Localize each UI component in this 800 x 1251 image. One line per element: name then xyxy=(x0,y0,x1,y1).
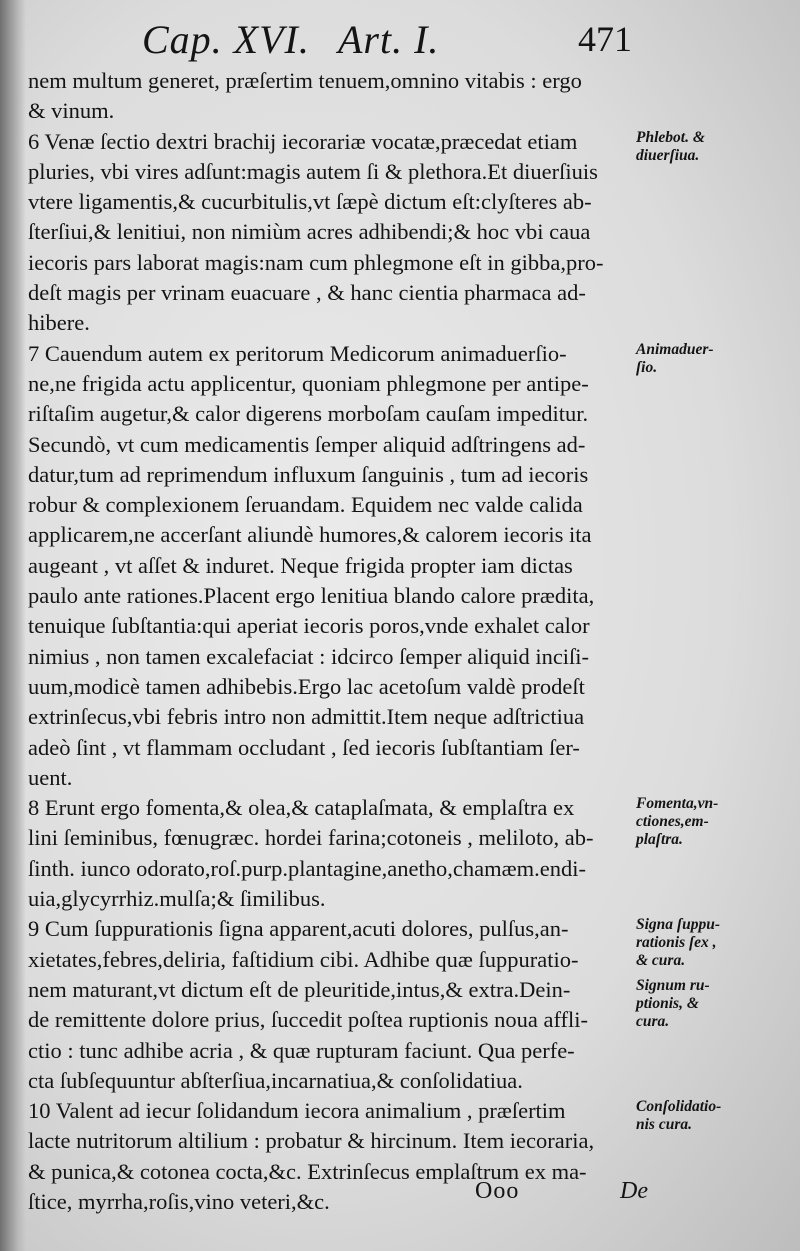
margin-note-line: Animaduer- xyxy=(636,340,714,358)
text-line: applicarem,ne accerſant aliundè humores,& calorem iecoris ita xyxy=(28,522,592,548)
main-text-block xyxy=(28,66,640,1217)
margin-note xyxy=(636,795,718,849)
margin-note-line: diuerſiua. xyxy=(636,146,700,164)
text-line: tenuique ſubſtantia:qui aperiat iecoris poros,vnde exhalet calor xyxy=(28,613,590,639)
margin-note-line: ptionis, & xyxy=(636,995,699,1012)
text-line: 6 Venæ ſectio dextri brachij iecorariæ vocatæ,præcedat etiam xyxy=(28,128,578,154)
margin-note-line: ctiones,em- xyxy=(636,813,709,831)
margin-note xyxy=(636,916,720,970)
text-line: & vinum. xyxy=(28,98,115,124)
chapter-heading: Cap. XVI. xyxy=(142,17,310,62)
margin-note-line: Fomenta,vn- xyxy=(636,795,719,813)
text-line: paulo ante rationes.Placent ergo lenitiua blando calore prædita, xyxy=(28,583,595,609)
text-line: cta ſubſequuntur abſterſiua,incarnatiua,& conſolidatiua. xyxy=(28,1067,523,1093)
text-line: ſtice, myrrha,roſis,vino veteri,&c. xyxy=(28,1188,330,1214)
text-line: 10 Valent ad iecur ſolidandum iecora animalium , præſertim xyxy=(28,1098,566,1124)
text-line: augeant , vt aſſet & induret. Neque frigida propter iam dictas xyxy=(28,552,573,578)
margin-note-line: & cura. xyxy=(636,952,686,970)
text-line: pluries, vbi vires adſunt:magis autem ſi & plethora.Et diuerſiuis xyxy=(28,158,598,184)
catchword: De xyxy=(620,1178,648,1204)
text-line: ſinth. iunco odorato,roſ.purp.plantagine,anetho,chamæm.endi- xyxy=(28,855,586,881)
running-header xyxy=(0,16,800,66)
article-heading: Art. I. xyxy=(338,17,440,62)
text-line: Secundò, vt cum medicamentis ſemper aliquid adſtringens ad- xyxy=(28,431,586,457)
text-line: uent. xyxy=(28,764,73,790)
text-line: 7 Cauendum autem ex peritorum Medicorum animaduerſio- xyxy=(28,340,567,366)
text-line: 9 Cum ſuppurationis ſigna apparent,acuti dolores, pulſus,an- xyxy=(28,916,569,942)
text-line: & punica,& cotonea cocta,&c. Extrinſecus emplaſtrum ex ma- xyxy=(28,1158,587,1184)
margin-note-line: ſio. xyxy=(636,358,658,376)
text-line: extrinſecus,vbi febris intro non admittit.Item neque adſtrictiua xyxy=(28,704,585,730)
margin-note xyxy=(636,129,705,165)
margin-note-line: rationis ſex , xyxy=(636,934,717,952)
margin-note-line: plaſtra. xyxy=(636,831,683,849)
margin-note xyxy=(636,1098,721,1134)
margin-note-line: cura. xyxy=(636,1013,670,1030)
margin-note xyxy=(636,977,710,1031)
text-line: datur,tum ad reprimendum influxum ſanguinis , tum ad iecoris xyxy=(28,461,589,487)
text-line: nimius , non tamen excalefaciat : idcirco ſemper aliquid inciſi- xyxy=(28,643,590,669)
text-line: ctio : tunc adhibe acria , & quæ rupturam faciunt. Qua perfe- xyxy=(28,1037,575,1063)
margin-note xyxy=(636,341,714,377)
text-line: ne,ne frigida actu applicentur, quoniam phlegmone per antipe- xyxy=(28,370,589,396)
text-line: lacte nutritorum altilium : probatur & hircinum. Item iecoraria, xyxy=(28,1128,595,1154)
text-line: riſtaſim augetur,& calor digerens morboſam cauſam impeditur. xyxy=(28,401,589,427)
text-line: deſt magis per vrinam euacuare , & hanc cientia pharmaca ad- xyxy=(28,280,586,306)
margin-note-line: Signum ru- xyxy=(636,977,710,994)
text-line: iecoris pars laborat magis:nam cum phlegmone eſt in gibba,pro- xyxy=(28,249,604,275)
text-line: de remittente dolore prius, ſuccedit poſtea ruptionis noua affli- xyxy=(28,1007,589,1033)
page-gutter-shadow xyxy=(0,0,26,1251)
text-line: hibere. xyxy=(28,310,90,336)
text-line: ſterſiui,& lenitiui, non nimiùm acres adhibendi;& hoc vbi caua xyxy=(28,219,591,245)
text-line: uia,glycyrrhiz.mulſa;& ſimilibus. xyxy=(28,886,326,912)
margin-note-line: Conſolidatio- xyxy=(636,1098,722,1116)
text-line: vtere ligamentis,& cucurbitulis,vt ſæpè dictum eſt:clyſteres ab- xyxy=(28,189,592,215)
margin-note-line: Phlebot. & xyxy=(636,128,705,146)
text-line: xietates,febres,deliria, faſtidium cibi. Adhibe quæ ſuppuratio- xyxy=(28,946,579,972)
text-line: adeò ſint , vt flammam occludant , ſed iecoris ſubſtantiam ſer- xyxy=(28,734,580,760)
text-line: nem maturant,vt dictum eſt de pleuritide,intus,& extra.Dein- xyxy=(28,976,571,1002)
text-line: lini ſeminibus, fœnugræc. hordei farina;cotoneis , meliloto, ab- xyxy=(28,825,594,851)
margin-note-line: Signa ſuppu- xyxy=(636,916,720,934)
text-line: robur & complexionem ſeruandam. Equidem nec valde calida xyxy=(28,492,583,518)
text-line: uum,modicè tamen adhibebis.Ergo lac acetoſum valdè prodeſt xyxy=(28,673,585,699)
text-line: 8 Erunt ergo fomenta,& olea,& cataplaſmata, & emplaſtra ex xyxy=(28,795,575,821)
text-line: nem multum generet, præſertim tenuem,omnino vitabis : ergo xyxy=(28,68,582,93)
signature-mark: Ooo xyxy=(475,1178,520,1204)
margin-note-line: nis cura. xyxy=(636,1116,692,1134)
page-number: 471 xyxy=(578,19,632,59)
